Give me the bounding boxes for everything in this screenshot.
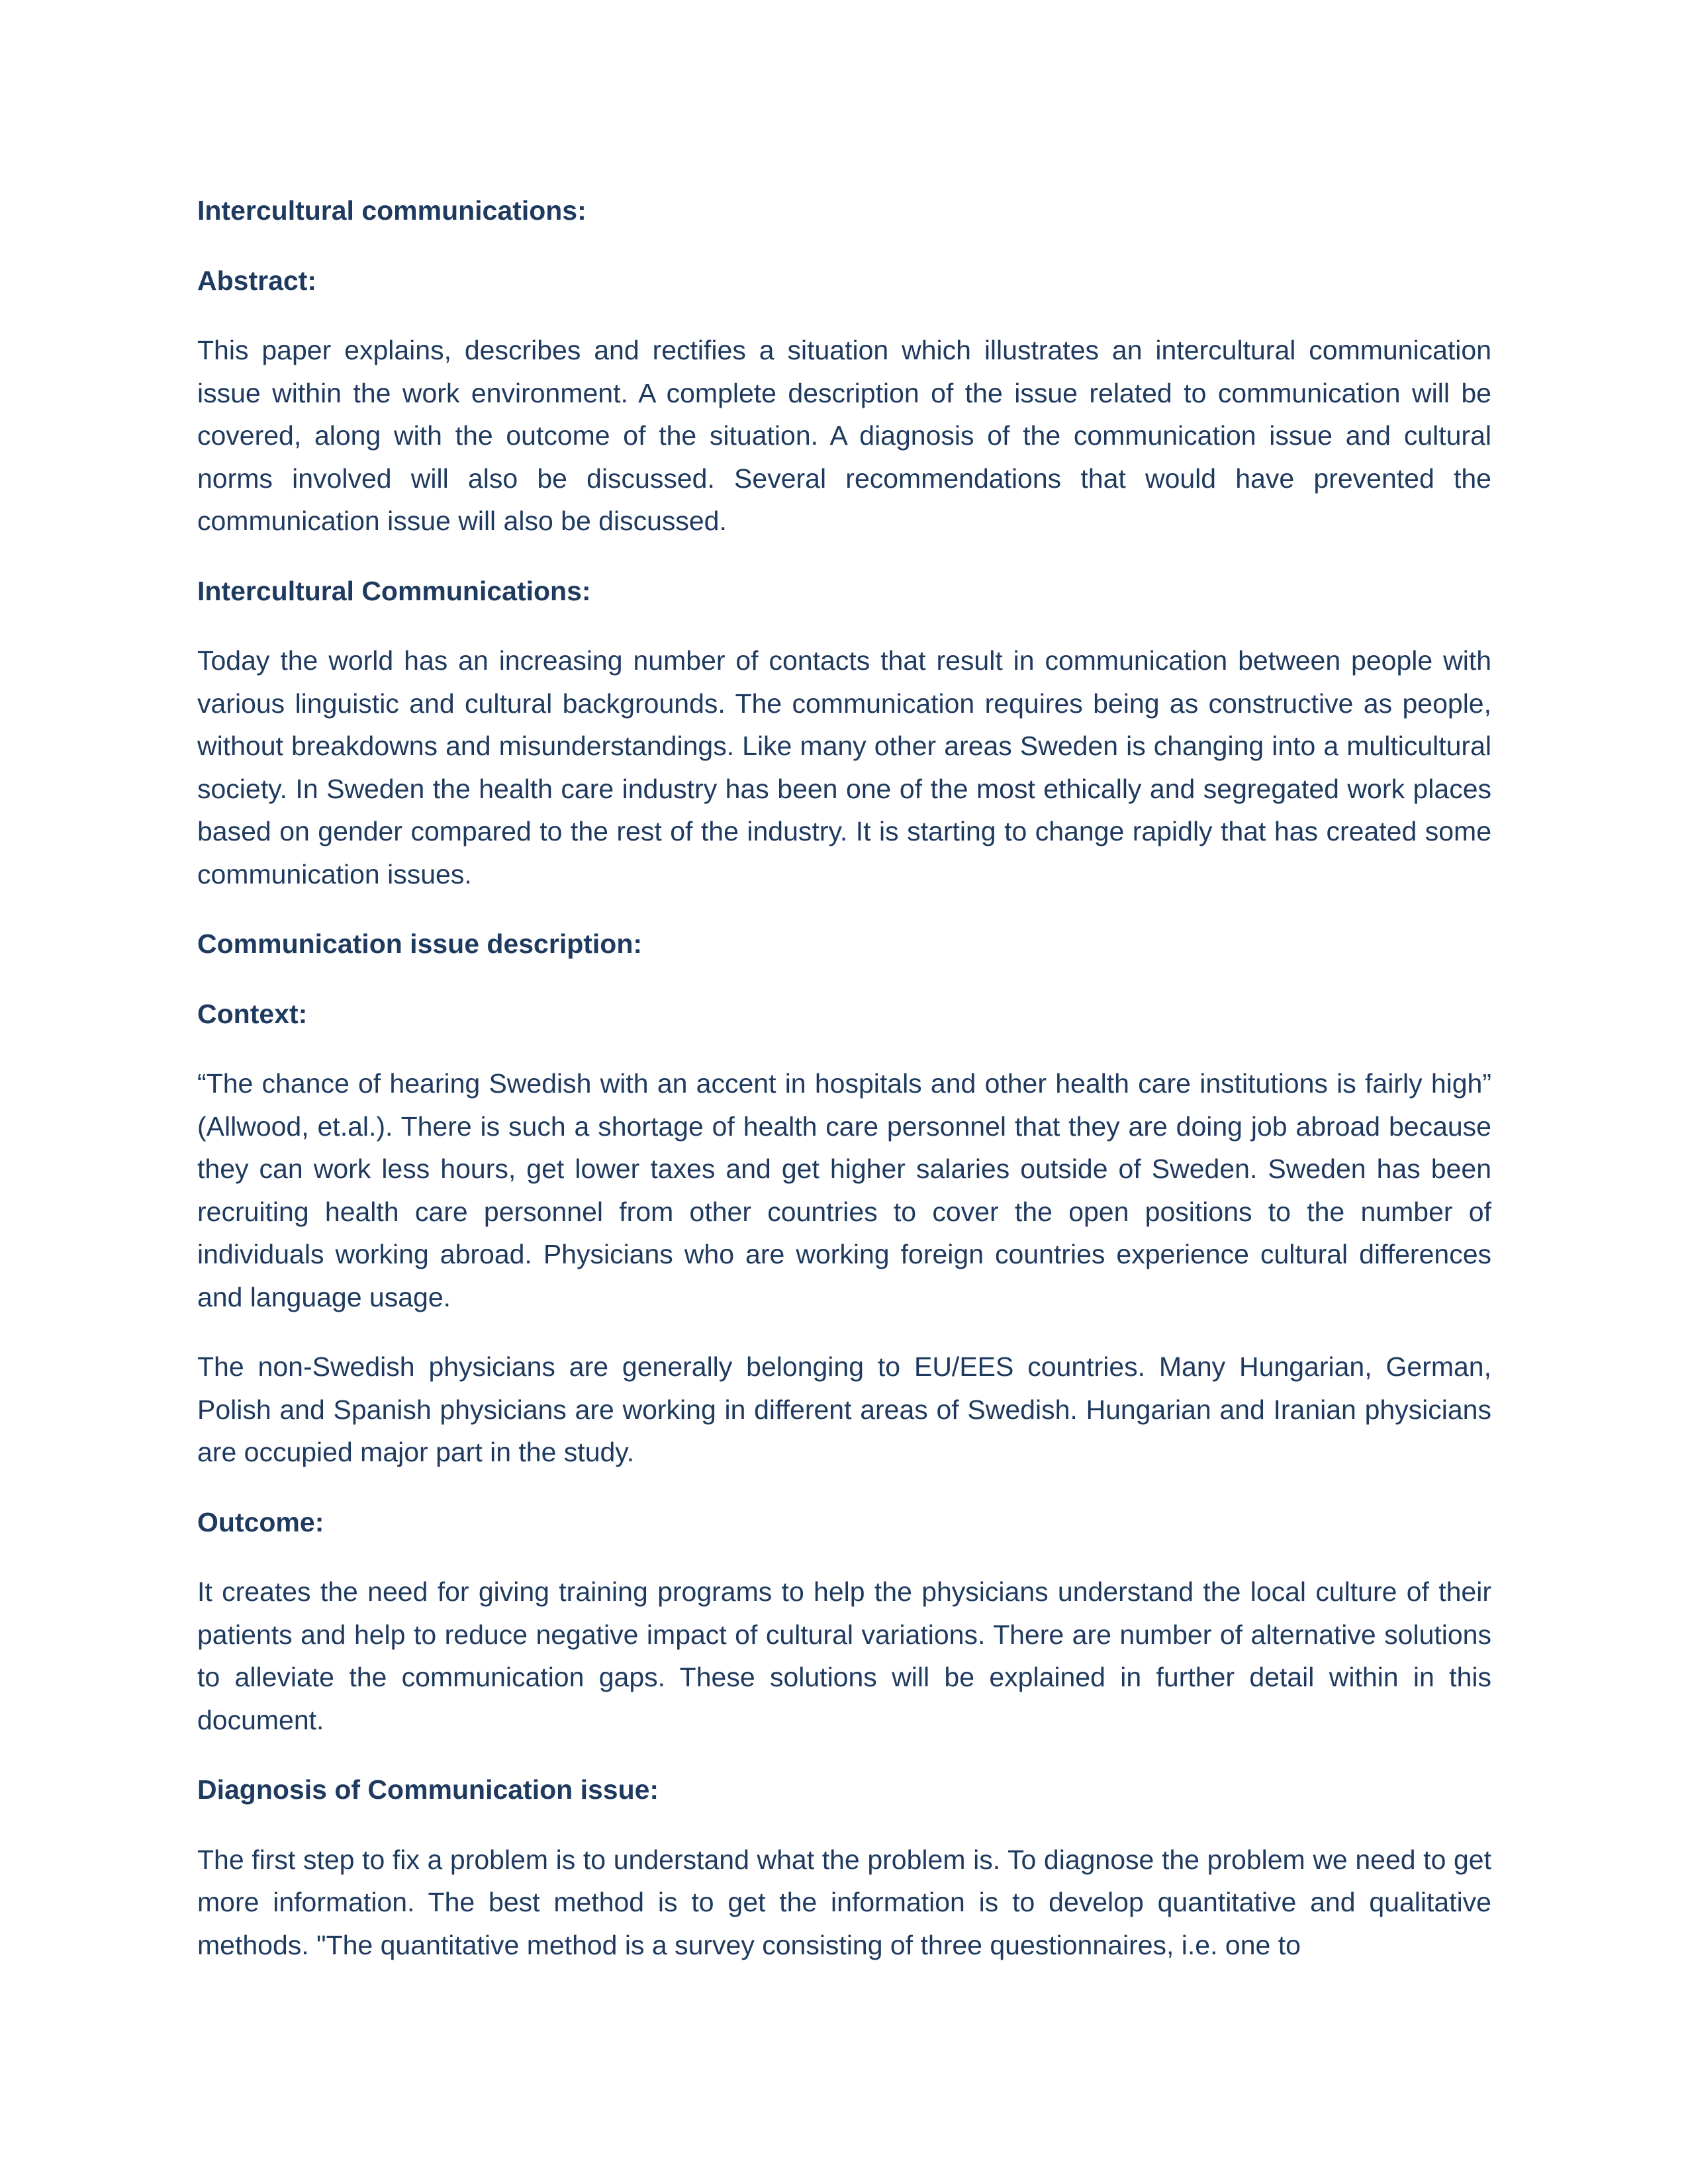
document-title: Intercultural communications:	[197, 195, 586, 226]
context-heading: Context:	[197, 998, 308, 1029]
issue-description-heading: Communication issue description:	[197, 929, 643, 959]
abstract-paragraph: This paper explains, describes and rectifies a situation which illustrates an intercultural communication issue within the work environment. A complete description of the issue related to communication will be covered, along with the outcome of the situation. A diagnosis of the communication issue and cultural norms involved will also be discussed. Several recommendations that would have prevented the communication issue will also be discussed.	[197, 335, 1491, 536]
document-page	[197, 189, 1491, 1993]
intercultural-paragraph: Today the world has an increasing number of contacts that result in communication between people with various linguistic and cultural backgrounds. The communication requires being as constructive as people, without breakdowns and misunderstandings. Like many other areas Sweden is changing into a multicultural society. In Sweden the health care industry has been one of the most ethically and segregated work places based on gender compared to the rest of the industry. It is starting to change rapidly that has created some communication issues.	[197, 645, 1491, 889]
context-paragraph-2: The non-Swedish physicians are generally belonging to EU/EES countries. Many Hungarian, German, Polish and Spanish physicians are working in different areas of Swedish. Hungarian and Iranian physicians are occupied major part in the study.	[197, 1351, 1491, 1467]
abstract-heading: Abstract:	[197, 265, 316, 296]
diagnosis-paragraph: The first step to fix a problem is to understand what the problem is. To diagnose the problem we need to get more information. The best method is to get the information is to develop quantitative and qualitative methods. "The quantitative method is a survey consisting of three questionnaires, i.e. one to	[197, 1844, 1491, 1960]
outcome-heading: Outcome:	[197, 1506, 324, 1537]
context-paragraph-1: “The chance of hearing Swedish with an accent in hospitals and other health care institutions is fairly high” (Allwood, et.al.). There is such a shortage of health care personnel that they are doing job abroad because they can work less hours, get lower taxes and get higher salaries outside of Sweden. Sweden has been recruiting health care personnel from other countries to cover the open positions to the number of individuals working abroad. Physicians who are working foreign countries experience cultural differences and language usage.	[197, 1068, 1491, 1312]
intercultural-heading: Intercultural Communications:	[197, 575, 591, 606]
diagnosis-heading: Diagnosis of Communication issue:	[197, 1774, 659, 1805]
outcome-paragraph: It creates the need for giving training programs to help the physicians understand the local culture of their patients and help to reduce negative impact of cultural variations. There are number of alternative solutions to alleviate the communication gaps. These solutions will be explained in further detail within in this document.	[197, 1576, 1491, 1735]
